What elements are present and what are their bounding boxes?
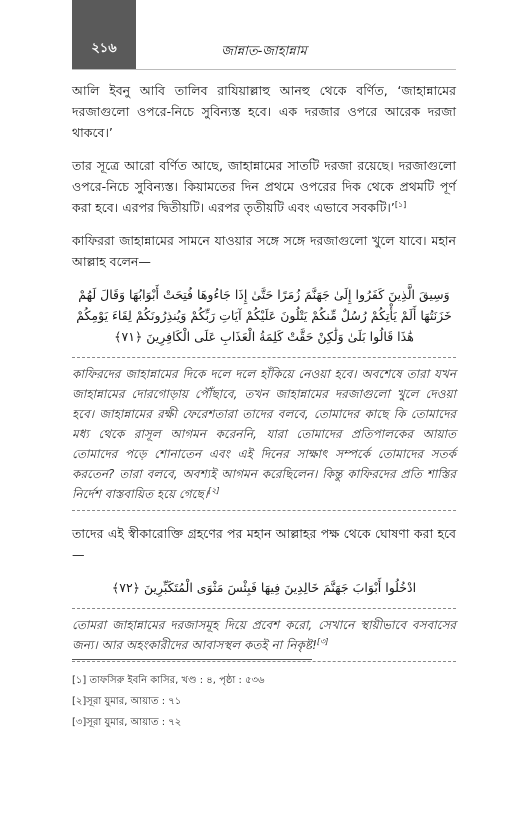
translation-quote-2: তোমরা জাহান্নামের দরজাসমূহ দিয়ে প্রবেশ করো, সেখানে স্থায়ীভাবে বসবাসের জন্য। আর অহংকারীদের আবাসস্থল কতই না নিকৃষ্ট![৩]	[72, 608, 456, 662]
paragraph-3: কাফিররা জাহান্নামের সামনে যাওয়ার সঙ্গে সঙ্গে দরজাগুলো খুলে যাবে। মহান আল্লাহ বলেন—	[72, 233, 456, 269]
page-body	[72, 80, 456, 674]
footnotes	[72, 670, 456, 733]
footnote-ref-2[interactable]: [২]	[208, 486, 220, 495]
header-divider	[72, 69, 456, 70]
arabic-verse-72: ادْخُلُوا أَبْوَابَ جَهَنَّمَ خَالِدِينَ فِيهَا فَبِئْسَ مَثْوَى الْمُتَكَبِّرِينَ ﴿٧٢﴾	[111, 580, 417, 595]
paragraph-4: তাদের এই স্বীকারোক্তি গ্রহণের পর মহান আল্লাহর পক্ষ থেকে ঘোষণা করা হবে—	[72, 526, 456, 562]
translation-quote-1: কাফিরদের জাহান্নামের দিকে দলে দলে হাঁকিয়ে নেওয়া হবে। অবশেষে তারা যখন জাহান্নামের দোরগোড়ায় পৌঁছাবে, তখন জাহান্নামের দরজাগুলো খুলে দেওয়া হবে। জাহান্নামের রক্ষী ফেরেশতারা তাদের বলবে, তোমাদের কাছে কি তোমাদের মধ্য থেকে রাসূল আগমন করেননি, যারা তোমাদের প্রতিপালকের আয়াত তোমাদের পড়ে শোনাতেন এবং এই দিনের সাক্ষাৎ সম্পর্কে তোমাদের সতর্ক করতেন? তারা বলবে, অবশ্যই আগমন করেছিলেন। কিন্তু কাফিরদের প্রতি শাস্তির নির্দেশ বাস্তবায়িত হয়ে গেছে।[২]	[72, 357, 456, 511]
paragraph-2: তার সূত্রে আরো বর্ণিত আছে, জাহান্নামের সাতটি দরজা রয়েছে। দরজাগুলো ওপরে-নিচে সুবিন্যস্ত। কিয়ামতের দিন প্রথমে ওপরের দিক থেকে প্রথমটি পূর্ণ করা হবে। এরপর দ্বিতীয়টি। এরপর তৃতীয়টি এবং এভাবে সবকটি।’[১]	[72, 158, 456, 215]
footnote-ref-3[interactable]: [৩]	[316, 637, 329, 646]
footnote-3: [৩]সূরা যুমার, আয়াত : ৭২	[72, 717, 182, 728]
footnote-2: [২]সূরা যুমার, আয়াত : ৭১	[72, 696, 182, 707]
footnote-divider	[72, 659, 312, 660]
running-title: জান্নাত-জাহান্নাম	[221, 44, 307, 59]
footnote-ref-1[interactable]: [১]	[394, 199, 407, 209]
page-number: ২১৬	[91, 41, 117, 56]
footnote-1: [১] তাফসিরু ইবনি কাসির, খণ্ড : ৪, পৃষ্ঠা : ৫৩৬	[72, 675, 265, 686]
arabic-verse-71: وَسِيقَ الَّذِينَ كَفَرُوا إِلَىٰ جَهَنَّمَ زُمَرًا حَتَّىٰ إِذَا جَاءُوهَا فُتِحَتْ أَبْوَابُهَا وَقَالَ لَهُمْ خَزَنَتُهَا أَلَمْ يَأْتِكُمْ رُسُلٌ مِّنكُمْ يَتْلُونَ عَلَيْكُمْ آيَاتِ رَبِّكُمْ وَيُنذِرُونَكُمْ لِقَاءَ يَوْمِكُمْ هَٰذَا قَالُوا بَلَىٰ وَلَٰكِنْ حَقَّتْ كَلِمَةُ الْعَذَابِ عَلَى الْكَافِرِينَ ﴿٧١﴾	[76, 287, 452, 344]
paragraph-1: আলি ইবনু আবি তালিব রাযিয়াল্লাহু আনহু থেকে বর্ণিত, ‘জাহান্নামের দরজাগুলো ওপরে-নিচে সুবিন্যস্ত হবে। এক দরজার ওপরে আরেক দরজা থাকবে।’	[72, 83, 456, 140]
